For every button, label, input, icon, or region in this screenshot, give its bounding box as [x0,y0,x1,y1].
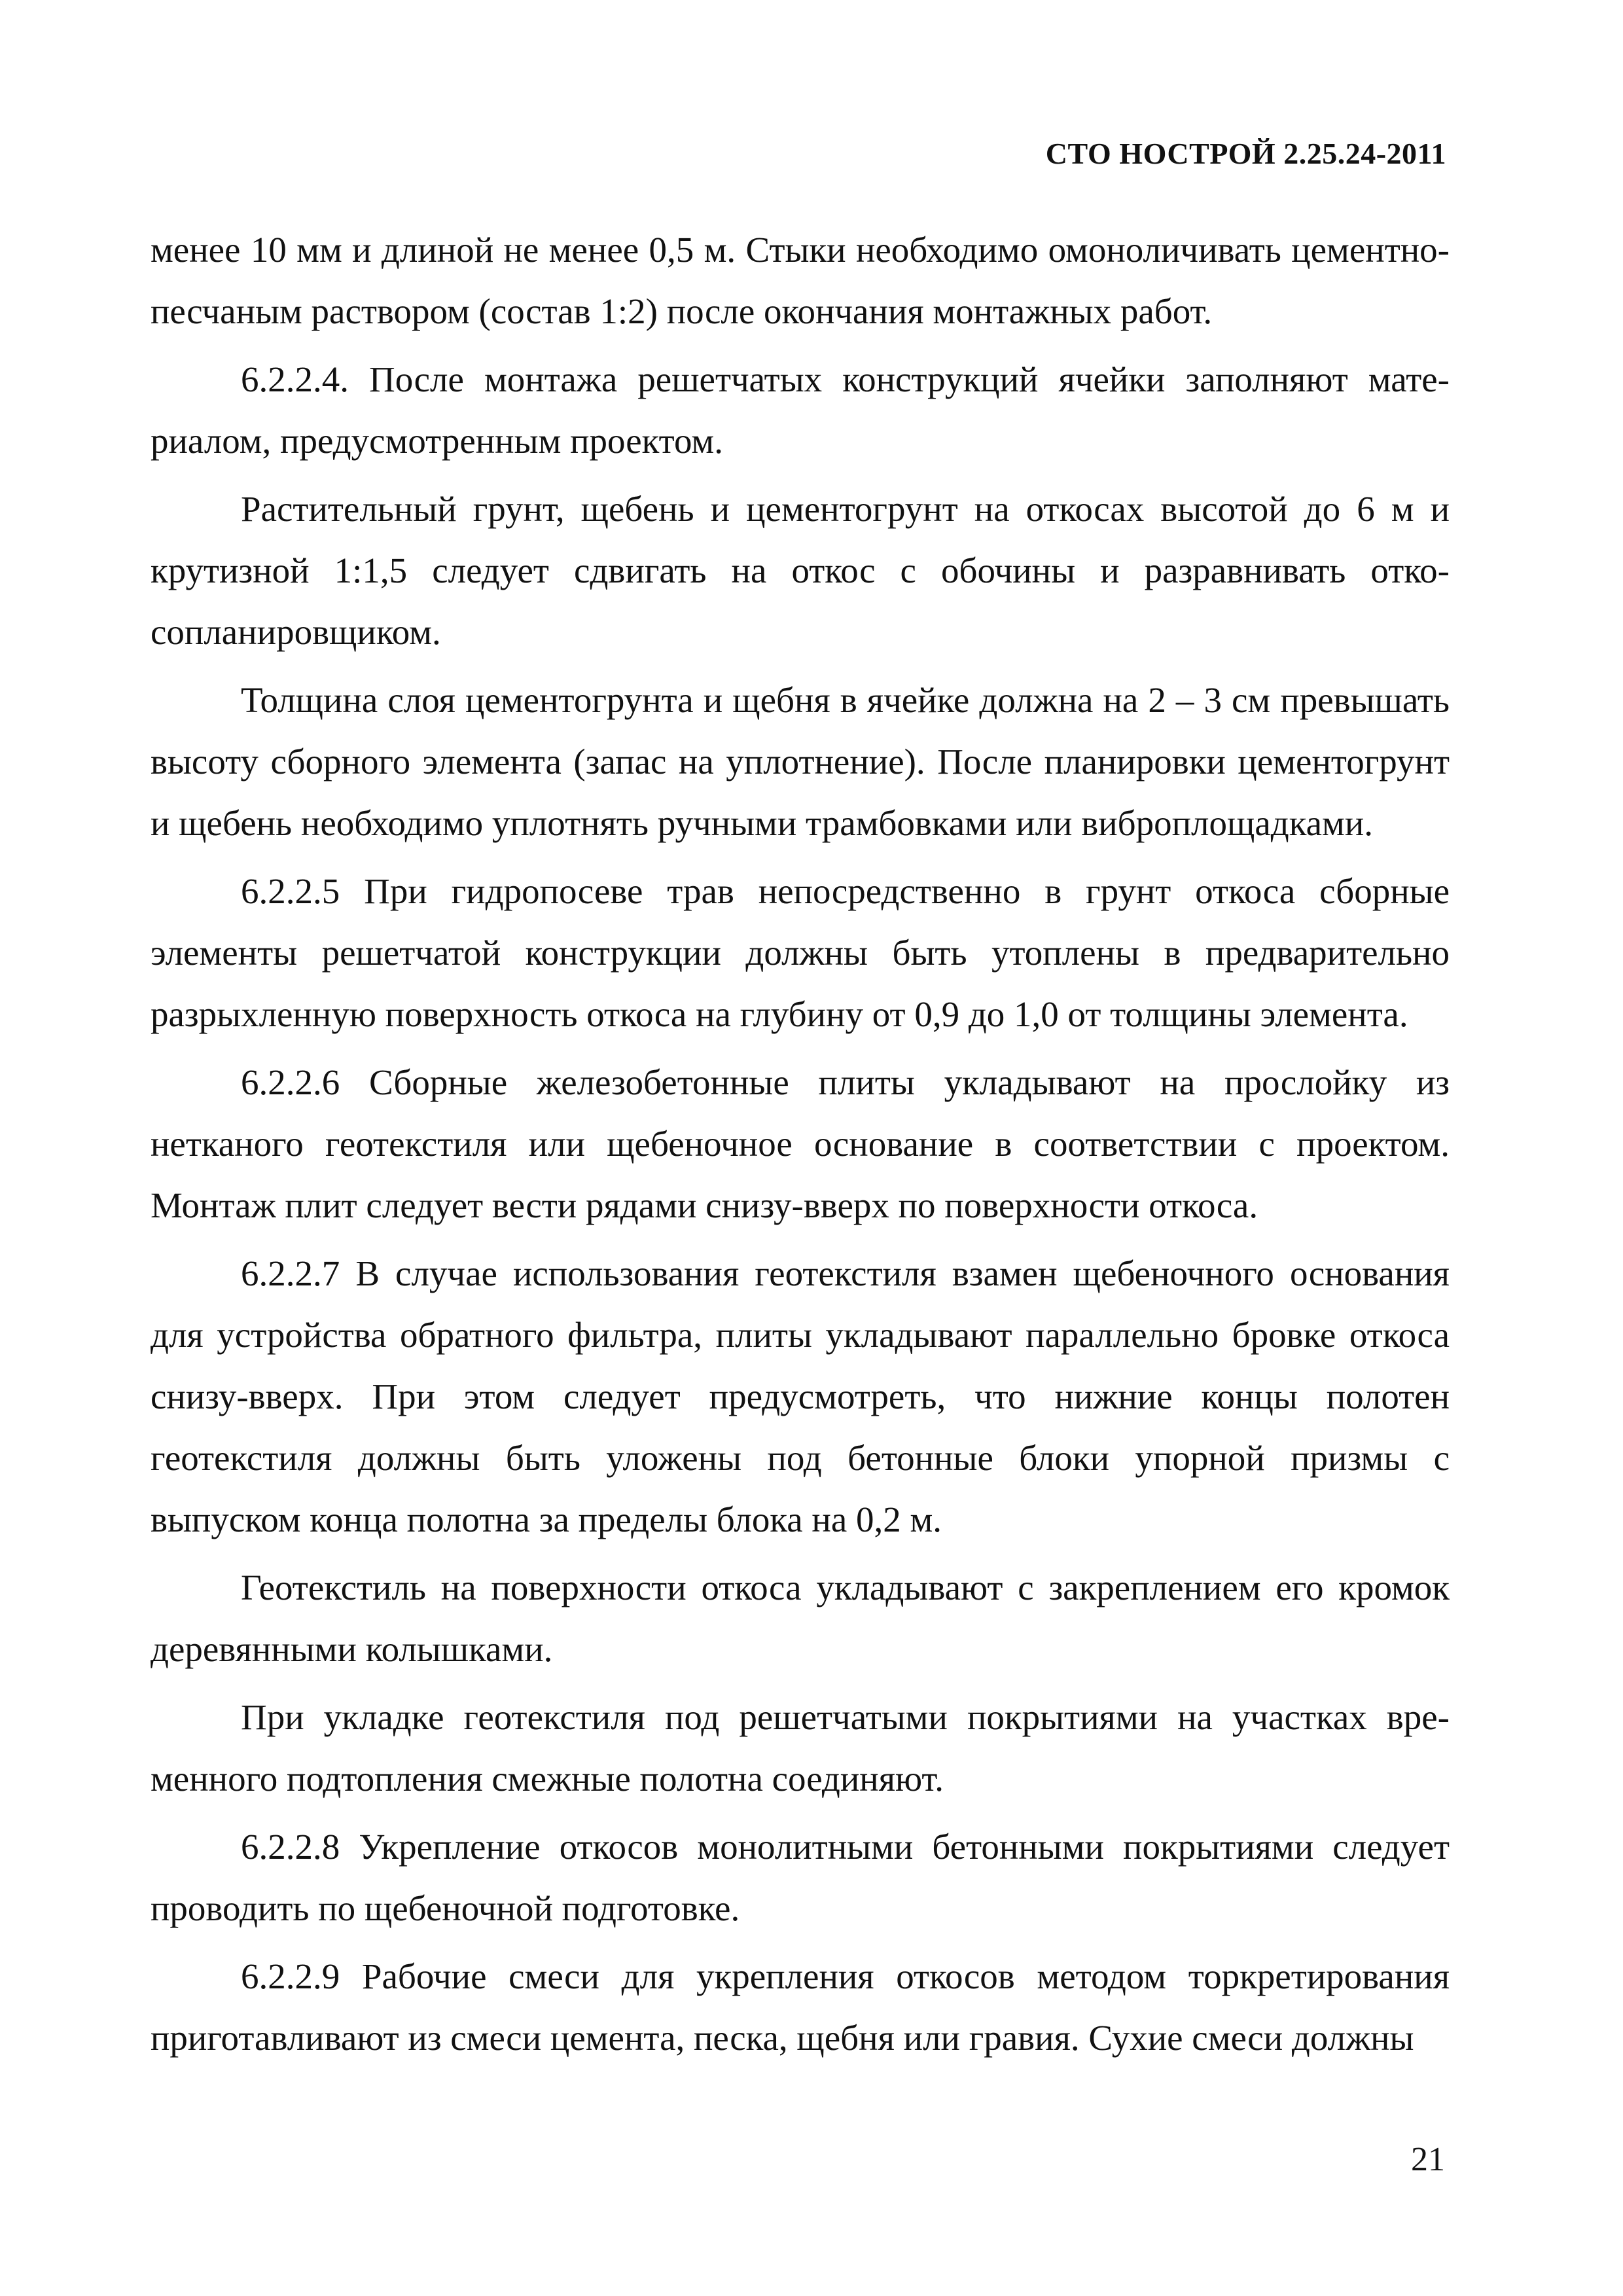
paragraph-6-2-2-6: 6.2.2.6 Сборные железобетонные плиты укладывают на прослойку из нетканого геотекстиля или щебеночное основание в соответствии с проектом. Монтаж плит следует вести рядами снизу-вверх по поверхности откоса. [151,1062,1450,1225]
paragraph-6-2-2-5: 6.2.2.5 При гидропосеве трав непосредственно в грунт откоса сборные элементы решетчатой конструкции должны быть утоплены в предварительно разрыхленную поверхность откоса на глубину от 0,9 до 1,0 от толщины элемента. [151,871,1450,1034]
paragraph-6-2-2-8: 6.2.2.8 Укрепление откосов монолитными бетонными покрытиями следует проводить по щебеночной подготовке. [151,1827,1450,1928]
paragraph-layer-thickness: Толщина слоя цементогрунта и щебня в ячейке должна на 2 – 3 см превышать высоту сборного элемента (запас на уплотнение). После планировки цементогрунт и щебень необходимо уплотнять ручными трамбовками или виброплощадками. [151,680,1450,843]
document-header: СТО НОСТРОЙ 2.25.24-2011 [1045,137,1446,170]
paragraph-6-2-2-4: 6.2.2.4. После монтажа решетчатых конструкций ячейки заполняют материалом, предусмотренным проектом. [151,359,1450,461]
document-body [151,219,1450,2069]
paragraph-vegetation-soil: Растительный грунт, щебень и цементогрунт на откосах высотой до 6 м и крутизной 1:1,5 следует сдвигать на откос с обочины и разравнивать откосопланировщиком. [151,489,1450,652]
paragraph-geotextile-joining: При укладке геотекстиля под решетчатыми покрытиями на участках временного подтопления смежные полотна соединяют. [151,1697,1450,1799]
page-number: 21 [1411,2141,1445,2178]
paragraph-6-2-2-9: 6.2.2.9 Рабочие смеси для укрепления откосов методом торкретирования приготавливают из смеси цемента, песка, щебня или гравия. Сухие смеси должны [151,1956,1450,2058]
paragraph-6-2-2-7: 6.2.2.7 В случае использования геотекстиля взамен щебеночного основания для устройства обратного фильтра, плиты укладывают параллельно бровке откоса снизу-вверх. При этом следует предусмотреть, что нижние концы полотен геотекстиля должны быть уложены под бетонные блоки упорной призмы с выпуском конца полотна за пределы блока на 0,2 м. [151,1253,1450,1539]
paragraph-continuation: менее 10 мм и длиной не менее 0,5 м. Стыки необходимо омоноличивать цементно-песчаным раствором (состав 1:2) после окончания монтажных работ. [151,230,1450,331]
paragraph-geotextile-fixing: Геотекстиль на поверхности откоса укладывают с закреплением его кромок деревянными колышками. [151,1568,1450,1669]
